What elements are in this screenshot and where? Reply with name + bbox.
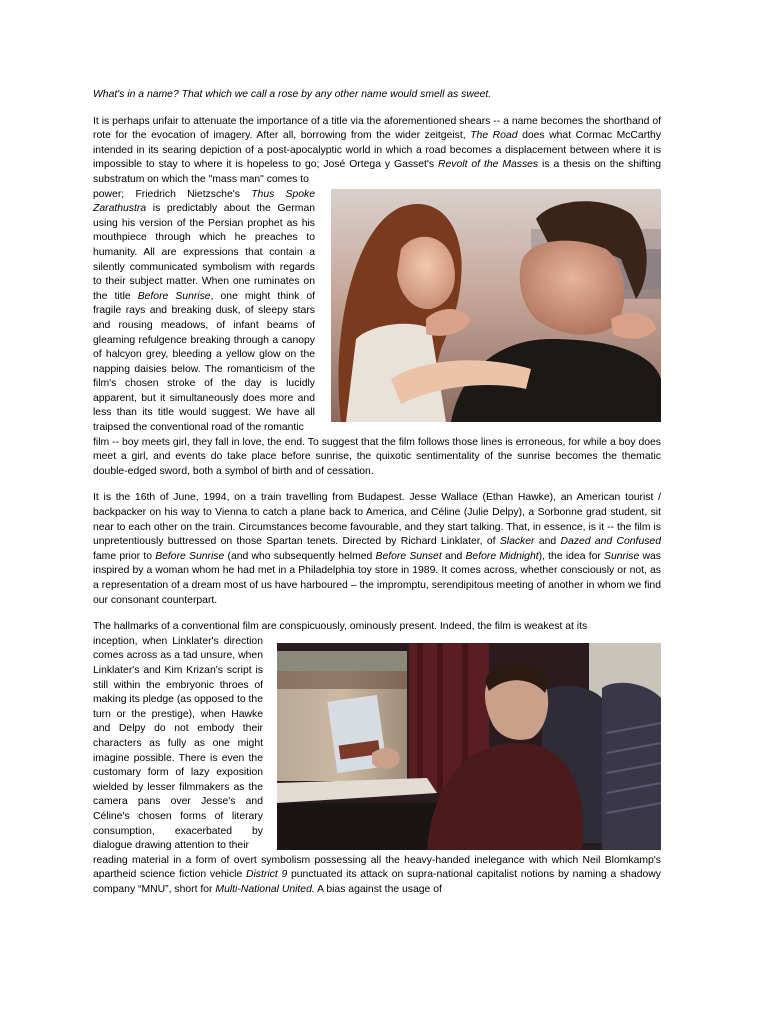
title-sunrise: Sunrise [604,550,640,562]
title-zarathustra: Thus Spoke Zarathustra [93,188,316,215]
title-district-9: District 9 [245,869,288,881]
title-slacker: Slacker [499,536,535,548]
paragraph-1-top [93,115,661,188]
title-revolt-of-the-masses: Revolt of the Masses [438,159,539,171]
title-before-midnight: Before Midnight [465,550,539,562]
paragraph-3-tail: reading material in a form of overt symbolism possessing all the heavy-handed inelegance with which Neil Blomkamp's apartheid science fiction vehicle District 9 punctuated its attack on supra-national capitalist notions by naming a shadowy company “MNU”, short for Multi-National United. A bias against the usage of [93,854,661,895]
photo-man-reading-on-train [277,643,661,850]
title-the-road: The Road [470,130,518,142]
paragraph-1-side: power; Friedrich Nietzsche's Thus Spoke Zarathustra is predictably about the German using his version of the Persian prophet as his mouthpiece through which he preaches to humanity. All are expressions that contain a silently communicated symbolism with regards to their subject matter. When one ruminates on the title Before Sunrise, one might think of fragile rays and breaking dusk, of sleepy stars and rousing meadows, of infant beams of gleaming refulgence breaking through a canopy of halcyon grey, bleeding a yellow glow on the napping daisies below. The romanticism of the film's chosen stroke of the day is lucidly apparent, but it simultaneously does more and less than its title would suggest. We have all traipsed the conventional road of the romantic [93,188,316,434]
p1-cont1: does what Cormac McCarthy intended in its searing depiction of a post-apocalyptic world in which a road becomes a displacement between where it is impossible to stay to where it is hopeless to go; José Ortega y Gasset's [93,130,662,171]
title-multi-national-united: Multi-National United. [215,883,315,895]
title-dazed-and-confused: Dazed and Confused [560,536,661,548]
paragraph-2: It is the 16th of June, 1994, on a train travelling from Budapest. Jesse Wallace (Ethan Hawke), an American tourist / backpacker on his way to Vienna to catch a plane back to America, and Céline (Julie Delpy), a Sorbonne grad student, sit near to each other on the train. Circumstances become favourable, and they start talking. That, in essence, is it -- the film is unpretentiously buttressed on those Spartan tenets. Directed by Richard Linklater, of Slacker and Dazed and Confused fame prior to Before Sunrise (and who subsequently helmed Before Sunset and Before Midnight), the idea for Sunrise was inspired by a woman whom he had met in a Philadelphia toy store in 1989. It comes across, whether consciously or not, as a representation of a dream most of us have harboured – the impromptu, serendipitous meeting of another in whom we find our consonant counterpart. [93,492,661,606]
paragraph-1-tail: film -- boy meets girl, they fall in love, the end. To suggest that the film follows those lines is erroneous, for while a boy does meet a girl, and events do take place before sunrise, the quixotic sentimentality of the sunrise becomes the thematic double-edged sword, both a symbol of birth and of cessation. [93,436,661,477]
p1-lead: It is perhaps unfair to attenuate the importance of a title via the aforementioned shears -- a name becomes the shorthand of rote for the evocation of imagery. After all, borrowing from the wider zeitgeist, [93,115,661,142]
paragraph-3-top: The hallmarks of a conventional film are conspicuously, ominously present. Indeed, the film is weakest at its [93,621,588,633]
epigraph: What's in a name? That which we call a rose by any other name would smell as sweet. [93,89,492,100]
title-before-sunrise-2: Before Sunrise [155,550,225,562]
p1-cont2: is a thesis on the shifting substratum on which the "mass man" comes to [93,159,661,185]
article [93,88,661,909]
paragraph-3-side: inception, when Linklater's direction comes across as a tad unsure, when Linklater's and Kim Krizan's script is still within the embryonic throes of making its pledge (as opposed to the turn or the prestige), when Hawke and Delpy do not embody their characters as fully as one might imagine possible. There is even the customary form of lazy exposition wielded by lesser filmmakers as the camera pans over Jesse's and Céline's chosen forms of literary consumption, exacerbated by dialogue drawing attention to their [93,635,263,852]
title-before-sunrise: Before Sunrise [137,290,211,302]
title-before-sunset: Before Sunset [375,550,442,562]
photo-couple-embrace [331,189,661,422]
